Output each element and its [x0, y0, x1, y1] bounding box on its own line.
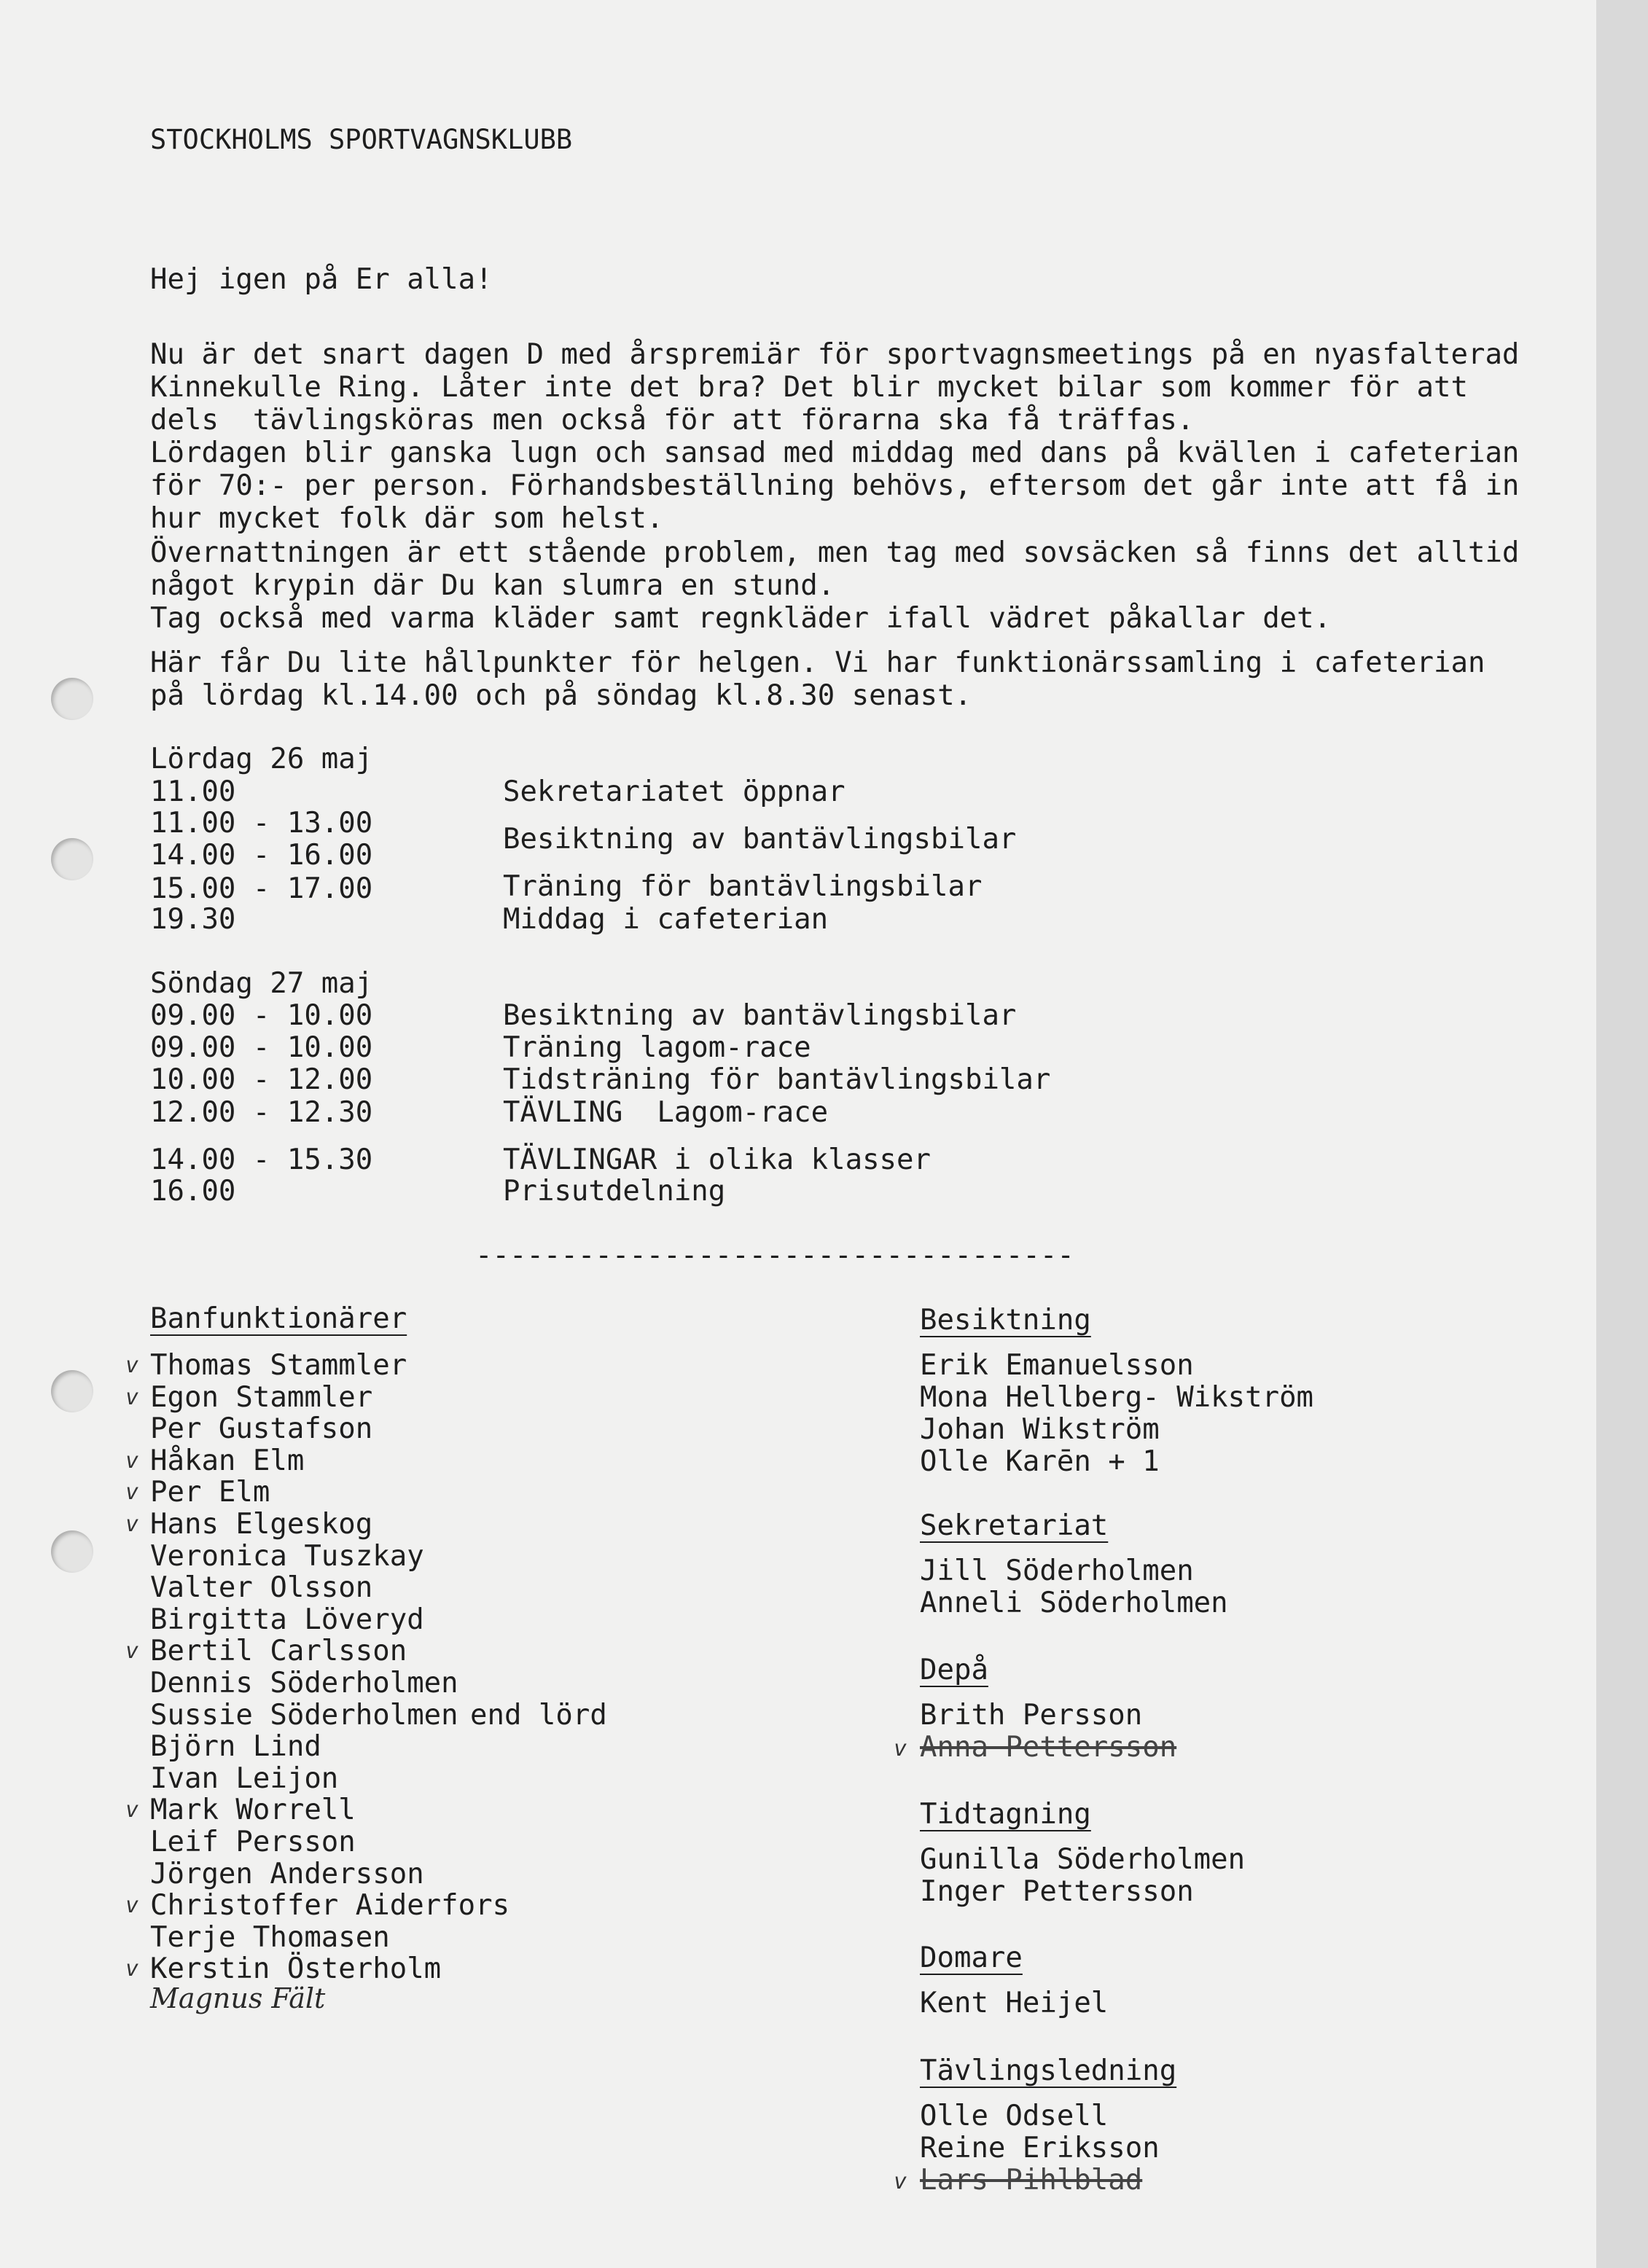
- schedule-time: 11.00: [150, 775, 236, 808]
- schedule-event: TÄVLINGAR i olika klasser: [503, 1143, 931, 1176]
- group-member: Johan Wikström: [920, 1413, 1160, 1446]
- person-name: Jörgen Andersson: [150, 1857, 424, 1890]
- person-name: Thomas Stammler: [150, 1349, 407, 1382]
- info-line: på lördag kl.14.00 och på söndag kl.8.30 senast.: [150, 679, 972, 712]
- binder-hole: [51, 838, 93, 880]
- schedule-time: 12.00 - 12.30: [150, 1096, 373, 1129]
- intro-line: dels tävlingsköras men också för att förarna ska få träffas.: [150, 404, 1195, 437]
- saturday-title: Lördag 26 maj: [150, 743, 373, 775]
- schedule-event: TÄVLING Lagom-race: [503, 1096, 829, 1129]
- banfunktionarer-title: Banfunktionärer: [150, 1302, 407, 1335]
- schedule-time: 16.00: [150, 1175, 236, 1208]
- schedule-time: 14.00 - 16.00: [150, 839, 373, 872]
- check-mark: v: [125, 1797, 139, 1823]
- check-mark: v: [125, 1479, 139, 1506]
- person-name: Björn Lind: [150, 1730, 321, 1764]
- person-name: Håkan Elm: [150, 1444, 305, 1477]
- person-name: Birgitta Löveryd: [150, 1603, 424, 1636]
- group-title: Besiktning: [920, 1304, 1091, 1337]
- person-name: Christoffer Aiderfors: [150, 1889, 510, 1923]
- intro-line: Tag också med varma kläder samt regnkläder ifall vädret påkallar det.: [150, 602, 1332, 635]
- group-member: Jill Söderholmen: [920, 1555, 1194, 1587]
- group-title: Tidtagning: [920, 1798, 1091, 1831]
- person-name: Bertil Carlsson: [150, 1635, 407, 1668]
- schedule-time: 11.00 - 13.00: [150, 807, 373, 840]
- person-name: Per Elm: [150, 1476, 270, 1509]
- person-name: Veronica Tuszkay: [150, 1539, 424, 1573]
- group-member: Brith Persson: [920, 1699, 1143, 1732]
- person-name: Terje Thomasen: [150, 1920, 390, 1954]
- schedule-time: 09.00 - 10.00: [150, 1031, 373, 1064]
- group-title: Sekretariat: [920, 1509, 1109, 1542]
- group-member: Mona Hellberg- Wikström: [920, 1381, 1314, 1414]
- person-name: Leif Persson: [150, 1826, 356, 1858]
- schedule-event: Sekretariatet öppnar: [503, 775, 846, 808]
- intro-line: för 70:- per person. Förhandsbeställning behövs, eftersom det går inte att få in: [150, 469, 1520, 502]
- intro-line: Övernattningen är ett stående problem, men tag med sovsäcken så finns det alltid: [150, 536, 1520, 569]
- group-member: Reine Eriksson: [920, 2132, 1160, 2165]
- group-member: Anna Pettersson: [920, 1731, 1177, 1764]
- group-title: Tävlingsledning: [920, 2054, 1177, 2087]
- schedule-event: Träning lagom-race: [503, 1031, 811, 1064]
- info-line: Här får Du lite hållpunkter för helgen. Vi har funktionärssamling i cafeterian: [150, 646, 1485, 679]
- schedule-event: Prisutdelning: [503, 1175, 726, 1208]
- schedule-event: Besiktning av bantävlingsbilar: [503, 999, 1017, 1032]
- check-mark: v: [125, 1512, 139, 1537]
- group-member: Gunilla Söderholmen: [920, 1843, 1246, 1876]
- check-mark: v: [894, 2169, 907, 2194]
- check-mark: v: [125, 1956, 139, 1982]
- group-member: Erik Emanuelsson: [920, 1349, 1194, 1382]
- check-mark: v: [125, 1893, 139, 1919]
- schedule-event: Träning för bantävlingsbilar: [503, 870, 983, 903]
- person-name: Hans Elgeskog: [150, 1508, 373, 1541]
- schedule-time: 09.00 - 10.00: [150, 999, 373, 1032]
- intro-line: något krypin där Du kan slumra en stund.: [150, 569, 835, 602]
- person-name: Sussie Söderholmen: [150, 1698, 458, 1732]
- binder-hole: [51, 1530, 93, 1573]
- person-name: Dennis Söderholmen: [150, 1667, 458, 1700]
- group-title: Domare: [920, 1942, 1023, 1974]
- schedule-event: Middag i cafeterian: [503, 903, 829, 936]
- check-mark: v: [125, 1638, 139, 1665]
- group-member: Inger Pettersson: [920, 1875, 1194, 1908]
- check-mark: v: [125, 1384, 139, 1410]
- schedule-event: Besiktning av bantävlingsbilar: [503, 823, 1017, 856]
- schedule-time: 10.00 - 12.00: [150, 1063, 373, 1096]
- intro-line: Nu är det snart dagen D med årspremiär för sportvagnsmeetings på en nyasfalterad: [150, 338, 1520, 371]
- person-name: Mark Worrell: [150, 1794, 356, 1827]
- person-name: Per Gustafson: [150, 1412, 373, 1446]
- check-mark: v: [125, 1353, 139, 1378]
- person-name: Kerstin Österholm: [150, 1952, 442, 1986]
- check-mark: v: [125, 1447, 139, 1474]
- club-header: STOCKHOLMS SPORTVAGNSKLUBB: [150, 124, 573, 155]
- check-mark: v: [894, 1736, 907, 1761]
- group-member: Olle Odsell: [920, 2100, 1109, 2132]
- group-member: Lars Pihlblad: [920, 2164, 1143, 2197]
- schedule-time: 15.00 - 17.00: [150, 872, 373, 905]
- group-title: Depå: [920, 1654, 988, 1686]
- person-note: end lörd: [470, 1698, 607, 1732]
- separator-line: -----------------------------------: [475, 1239, 1074, 1272]
- group-member: Olle Karēn + 1: [920, 1445, 1160, 1478]
- person-name: Ivan Leijon: [150, 1761, 339, 1795]
- intro-line: Lördagen blir ganska lugn och sansad med middag med dans på kvällen i cafeterian: [150, 437, 1520, 469]
- group-member: Kent Heijel: [920, 1987, 1109, 2019]
- schedule-time: 19.30: [150, 903, 236, 936]
- greeting: Hej igen på Er alla!: [150, 263, 493, 296]
- schedule-event: Tidsträning för bantävlingsbilar: [503, 1063, 1051, 1096]
- schedule-time: 14.00 - 15.30: [150, 1143, 373, 1176]
- binder-hole: [51, 1370, 93, 1412]
- handwritten-name: Magnus Fält: [150, 1982, 326, 2014]
- person-name: Egon Stammler: [150, 1380, 373, 1414]
- person-name: Valter Olsson: [150, 1571, 373, 1605]
- intro-line: hur mycket folk där som helst.: [150, 502, 664, 535]
- intro-line: Kinnekulle Ring. Låter inte det bra? Det blir mycket bilar som kommer för att: [150, 371, 1468, 404]
- group-member: Anneli Söderholmen: [920, 1587, 1228, 1619]
- sunday-title: Söndag 27 maj: [150, 967, 373, 1000]
- binder-hole: [51, 678, 93, 720]
